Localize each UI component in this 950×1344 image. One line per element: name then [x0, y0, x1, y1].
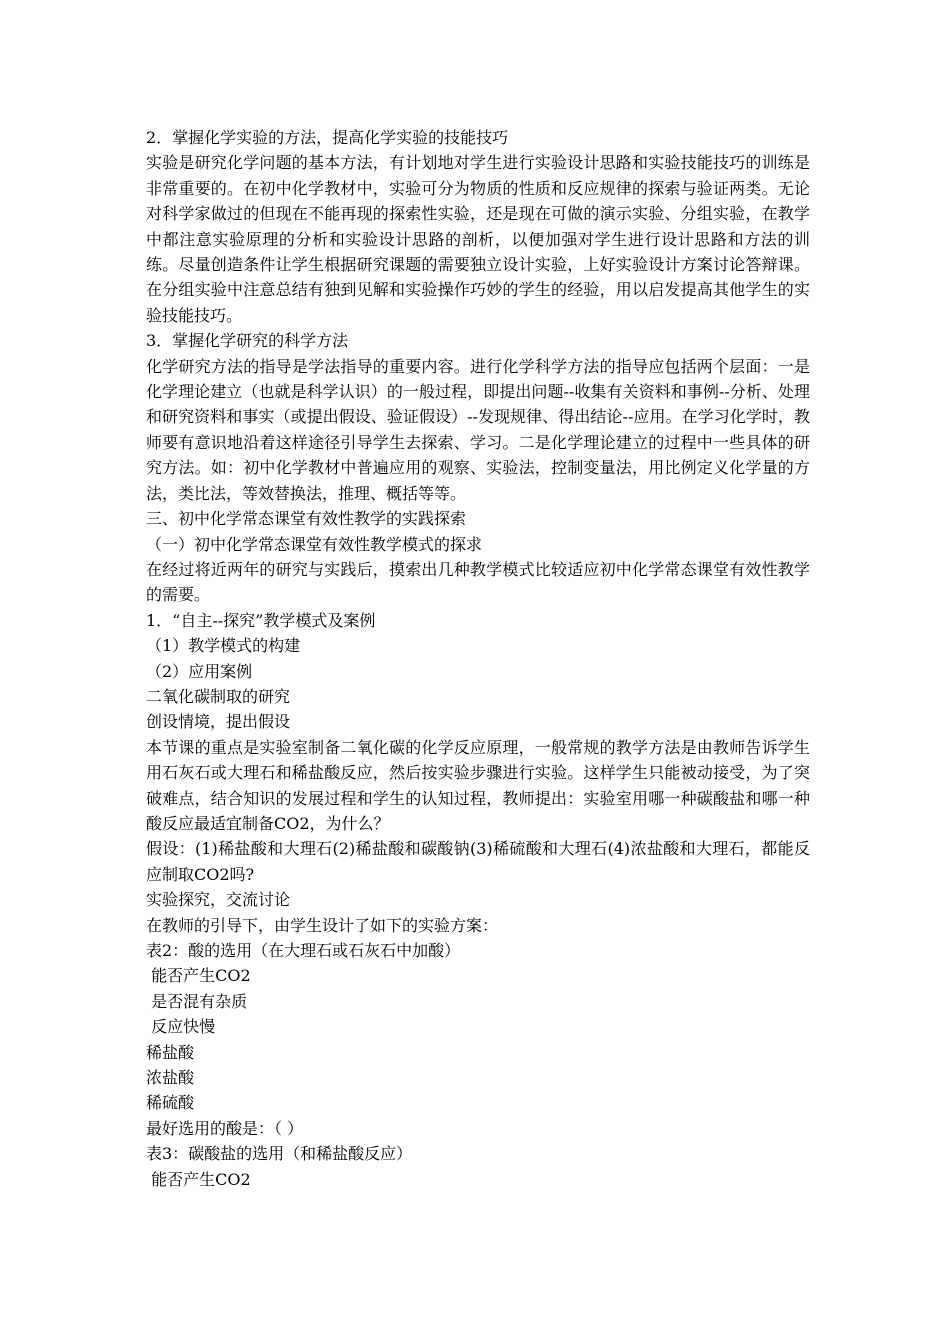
paragraph-experiment-methods: 实验是研究化学问题的基本方法，有计划地对学生进行实验设计思路和实验技能技巧的训练是非常重要的。在初中化学教材中，实验可分为物质的性质和反应规律的探索与验证两类。无论对科学家做过的但现在不能再现的探索性实验，还是现在可做的演示实验、分组实验，在教学中都注意实验原理的分析和实验设计思路的剖析，以便加强对学生进行设计思路和方法的训练。尽量创造条件让学生根据研究课题的需要独立设计实验，上好实验设计方案讨论答辩课。在分组实验中注意总结有独到见解和实验操作巧妙的学生的经验，用以启发提高其他学生的实验技能技巧。: [146, 153, 810, 325]
paragraph-research-methods: 化学研究方法的指导是学法指导的重要内容。进行化学科学方法的指导应包括两个层面：一是化学理论建立（也就是科学认识）的一般过程，即提出问题--收集有关资料和事例--分析、处理和研究资料和事实（或提出假设、验证假设）--发现规律、得出结论--应用。在学习化学时，教师要有意识地沿着这样途径引导学生去探索、学习。二是化学理论建立的过程中一些具体的研究方法。如：初中化学教材中普遍应用的观察、实验法，控制变量法，用比例定义化学量的方法，类比法，等效替换法，推理、概括等等。: [146, 356, 810, 503]
table-2-row-conc-hcl: 浓盐酸: [146, 1068, 195, 1088]
case-step-1: 创设情境，提出假设: [146, 712, 291, 732]
heading-subsection-one: （一）初中化学常态课堂有效性教学模式的探求: [146, 534, 483, 554]
heading-section-3: 3．掌握化学研究的科学方法: [146, 331, 349, 351]
paragraph-lesson-focus: 本节课的重点是实验室制备二氧化碳的化学反应原理，一般常规的教学方法是由教师告诉学生用石灰石或大理石和稀盐酸反应，然后按实验步骤进行实验。这样学生只能被动接受，为了突破难点，结合知识的发展过程和学生的认知过程，教师提出：实验室用哪一种碳酸盐和哪一种酸反应最适宜制备CO2，为什么？: [146, 737, 810, 833]
table-2-caption: 表2：酸的选用（在大理石或石灰石中加酸）: [146, 941, 461, 960]
paragraph-student-plan: 在教师的引导下，由学生设计了如下的实验方案：: [146, 915, 499, 935]
heading-mode-construction: （1）教学模式的构建: [146, 636, 301, 656]
table-2-header-speed: 反应快慢: [146, 1017, 216, 1037]
table-2-conclusion: 最好选用的酸是：（ ）: [146, 1118, 304, 1138]
heading-mode-1: 1．“自主--探究”教学模式及案例: [146, 610, 376, 630]
case-step-2: 实验探究，交流讨论: [146, 890, 291, 910]
paragraph-teaching-modes: 在经过将近两年的研究与实践后，摸索出几种教学模式比较适应初中化学常态课堂有效性教学的需要。: [146, 559, 810, 605]
table-2-row-dilute-h2so4: 稀硫酸: [146, 1093, 195, 1113]
table-2-header-co2: 能否产生CO2: [146, 966, 251, 986]
table-3-caption: 表3：碳酸盐的选用（和稀盐酸反应）: [146, 1144, 413, 1164]
document-body: [146, 125, 810, 1192]
heading-part-three: 三、初中化学常态课堂有效性教学的实践探索: [146, 509, 467, 529]
paragraph-hypothesis: 假设：(1)稀盐酸和大理石(2)稀盐酸和碳酸钠(3)稀硫酸和大理石(4)浓盐酸和大理石，都能反应制取CO2吗?: [146, 839, 810, 884]
case-title: 二氧化碳制取的研究: [146, 686, 291, 706]
table-2-header-impurity: 是否混有杂质: [146, 991, 248, 1011]
table-2-row-dilute-hcl: 稀盐酸: [146, 1042, 195, 1062]
heading-section-2: 2．掌握化学实验的方法，提高化学实验的技能技巧: [146, 128, 509, 147]
table-3-header-co2: 能否产生CO2: [146, 1169, 251, 1189]
heading-application-case: （2）应用案例: [146, 661, 253, 681]
